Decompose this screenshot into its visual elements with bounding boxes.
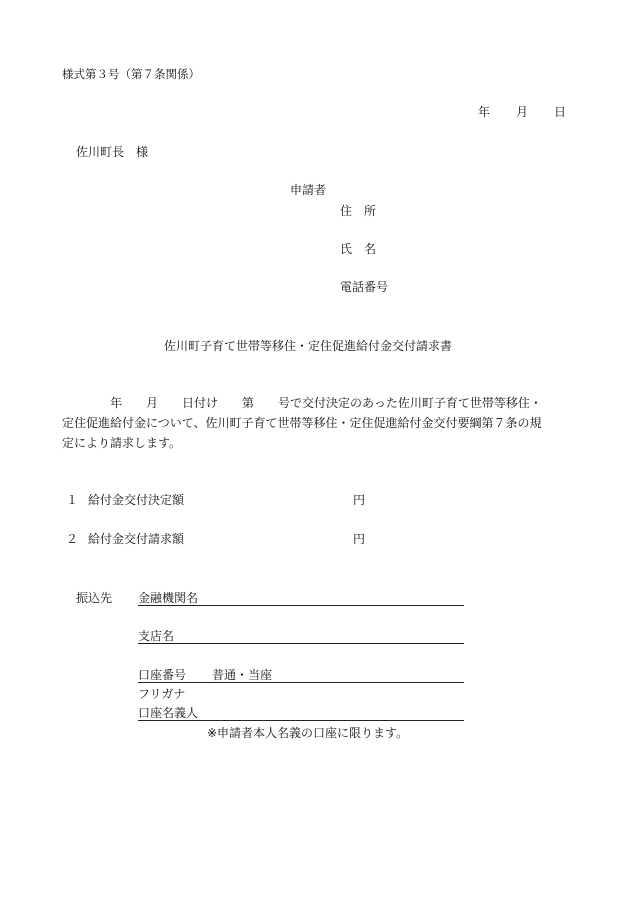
account-type-options: 普通・当座: [212, 668, 273, 682]
addressee: 佐川町長 様: [76, 145, 149, 159]
item-1-unit: 円: [353, 493, 366, 507]
applicant-phone-label: 電話番号: [340, 280, 389, 294]
item-2-unit: 円: [353, 532, 366, 546]
body-paragraph: [62, 393, 578, 453]
body-line-3: 定により請求します。: [62, 436, 182, 450]
document-title: 佐川町子育て世帯等移住・定住促進給付金交付請求書: [164, 339, 453, 353]
item-2-number: ２: [66, 532, 79, 546]
account-number-line: [138, 682, 464, 683]
item-1-number: １: [66, 493, 79, 507]
account-number-label: 口座番号: [138, 668, 187, 682]
account-holder-label: 口座名義人: [138, 706, 199, 720]
date-year-label: 年: [478, 105, 491, 119]
branch-name-line: [138, 643, 464, 644]
body-line-2: 定住促進給付金について、佐川町子育て世帯等移住・定住促進給付金交付要綱第７条の規: [62, 416, 542, 430]
bank-name-label: 金融機関名: [138, 591, 199, 605]
transfer-label: 振込先: [76, 591, 113, 605]
branch-name-label: 支店名: [138, 629, 175, 643]
date-month-label: 月: [516, 105, 529, 119]
account-note: ※申請者本人名義の口座に限ります。: [207, 726, 409, 740]
applicant-address-label: 住 所: [340, 204, 377, 218]
date-day-label: 日: [554, 105, 567, 119]
bank-name-line: [138, 605, 464, 606]
applicant-name-label: 氏 名: [340, 242, 377, 256]
body-line-1: 年 月 日付け 第 号で交付決定のあった佐川町子育て世帯等移住・: [98, 396, 542, 410]
applicant-label: 申請者: [290, 183, 327, 197]
item-1-label: 給付金交付決定額: [88, 493, 185, 507]
furigana-label: フリガナ: [138, 687, 186, 701]
item-2-label: 給付金交付請求額: [88, 532, 185, 546]
account-holder-line: [138, 720, 464, 721]
form-number: 様式第３号（第７条関係）: [62, 67, 200, 81]
